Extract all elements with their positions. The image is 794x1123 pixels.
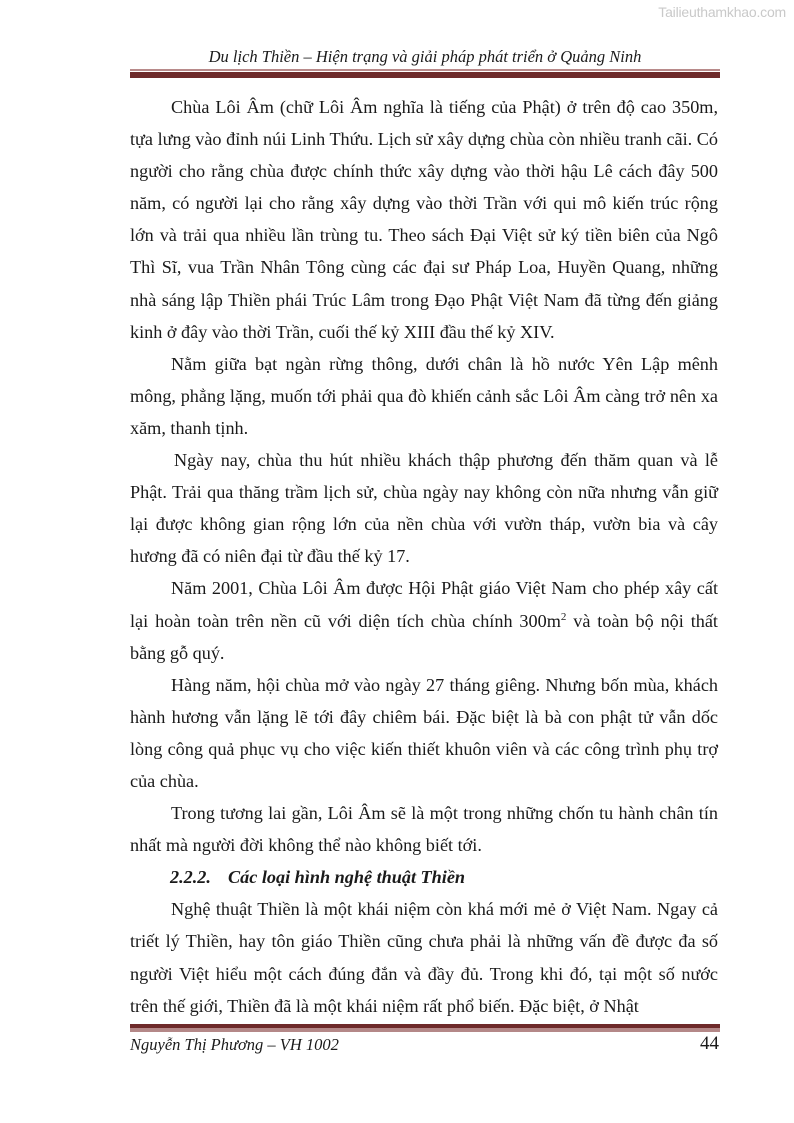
header-rule [130, 69, 720, 79]
paragraph: Hàng năm, hội chùa mở vào ngày 27 tháng giêng. Nhưng bốn mùa, khách hành hương vẫn lặng lẽ tới đây chiêm bái. Đặc biệt là bà con phật tử vẫn dốc lòng công quả phục vụ cho việc kiến thiết khuôn viên và các công trình phụ trợ của chùa. [130, 674, 718, 791]
section-heading [130, 861, 718, 893]
paragraph: Nằm giữa bạt ngàn rừng thông, dưới chân là hồ nước Yên Lập mênh mông, phẳng lặng, muốn tới phải qua đò khiến cảnh sắc Lôi Âm càng trở nên xa xăm, thanh tịnh. [130, 353, 718, 438]
paragraph-text: và toàn bộ nội thất bằng gỗ quý. [130, 610, 718, 663]
watermark: Tailieuthamkhao.com [658, 4, 786, 20]
paragraph-2001 [130, 572, 718, 668]
paragraph: Ngày nay, chùa thu hút nhiều khách thập phương đến thăm quan và lễ Phật. Trải qua thăng trầm lịch sử, chùa ngày nay không còn nữa nhưng vẫn giữ lại được không gian rộng lớn của nền chùa với vườn tháp, vườn bia và cây hương đã có niên đại từ đầu thế kỷ 17. [130, 450, 718, 567]
section-number: 2.2.2. [170, 867, 211, 888]
paragraph: Trong tương lai gần, Lôi Âm sẽ là một trong những chốn tu hành chân tín nhất mà người đời không thể nào không biết tới. [130, 803, 718, 856]
paragraph-text: Năm 2001, Chùa Lôi Âm được Hội Phật giáo Việt Nam cho phép xây cất lại hoàn toàn trên nền cũ với diện tích chùa chính 300m [130, 578, 718, 631]
header-rule-thin [130, 69, 720, 71]
footer-rule-thin [130, 1028, 720, 1032]
header-rule-thick [130, 72, 720, 78]
footer-author: Nguyễn Thị Phương – VH 1002 [130, 1035, 339, 1054]
footer-rule [130, 1024, 720, 1034]
page-body [130, 91, 718, 1022]
paragraph: Nghệ thuật Thiền là một khái niệm còn khá mới mẻ ở Việt Nam. Ngay cả triết lý Thiền, hay tôn giáo Thiền cũng chưa phải là những vấn đề được đa số người Việt hiểu một cách đúng đắn và đầy đủ. Trong khi đó, tại một số nước trên thế giới, Thiền đã là một khái niệm rất phổ biến. Đặc biệt, ở Nhật [130, 899, 718, 1016]
page-number: 44 [700, 1033, 719, 1054]
section-title: Các loại hình nghệ thuật Thiền [228, 867, 466, 888]
superscript: 2 [560, 610, 567, 623]
running-header-title: Du lịch Thiền – Hiện trạng và giải pháp phát triển ở Quảng Ninh [208, 47, 642, 66]
paragraph: Chùa Lôi Âm (chữ Lôi Âm nghĩa là tiếng của Phật) ở trên độ cao 350m, tựa lưng vào đỉnh núi Linh Thứu. Lịch sử xây dựng chùa còn nhiều tranh cãi. Có người cho rằng chùa được chính thức xây dựng vào thời hậu Lê cách đây 500 năm, có người lại cho rằng xây dựng vào thời Trần với qui mô kiến trúc rộng lớn và trải qua nhiều lần trùng tu. Theo sách Đại Việt sử ký tiền biên của Ngô Thì Sĩ, vua Trần Nhân Tông cùng các đại sư Pháp Loa, Huyền Quang, những nhà sáng lập Thiền phái Trúc Lâm trong Đạo Phật Việt Nam đã từng đến giảng kinh ở đây vào thời Trần, cuối thế kỷ XIII đầu thế kỷ XIV. [130, 97, 718, 342]
